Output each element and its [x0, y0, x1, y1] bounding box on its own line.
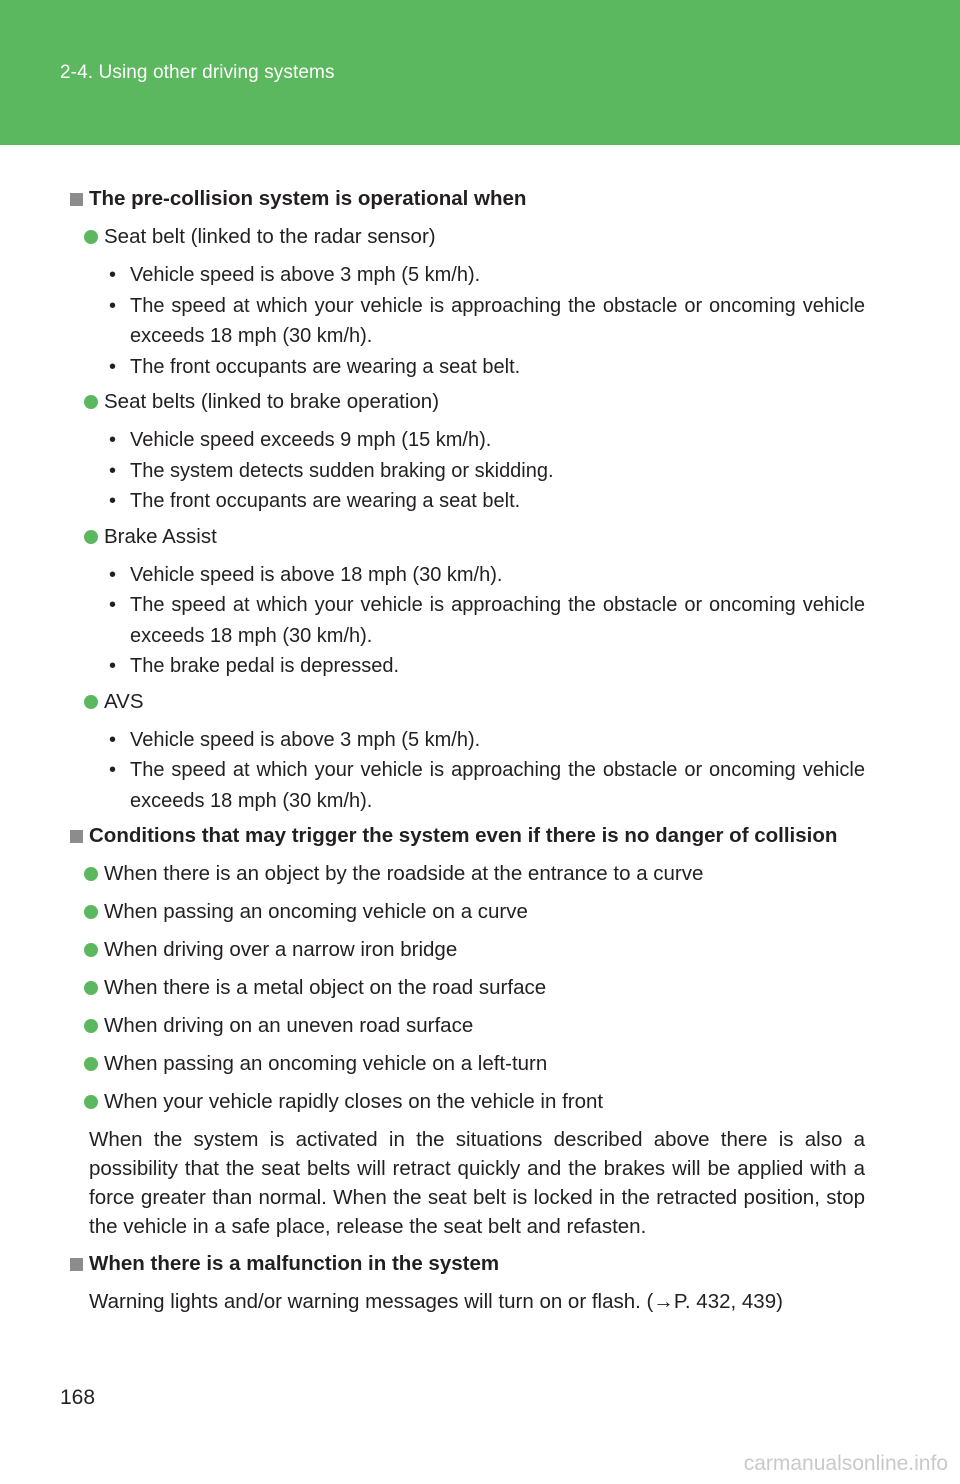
body-paragraph: Warning lights and/or warning messages will turn on or flash. (→P. 432, 439) [89, 1290, 783, 1313]
section-header-title: 2-4. Using other driving systems [60, 62, 335, 83]
section-heading: Conditions that may trigger the system even if there is no danger of collision [70, 821, 865, 851]
bullet-item: When there is a metal object on the road surface [70, 973, 865, 1003]
sub-list [70, 425, 865, 517]
sub-item: • The brake pedal is depressed. [109, 655, 400, 677]
round-bullet-icon [84, 530, 98, 544]
round-bullet-icon [84, 1019, 98, 1033]
bullet-item: Seat belt (linked to the radar sensor) [70, 222, 865, 252]
sub-item: • The front occupants are wearing a seat belt. [109, 355, 521, 378]
square-bullet-icon [70, 830, 83, 843]
page-number: 168 [60, 1386, 96, 1409]
square-bullet-icon [70, 193, 83, 206]
sub-item: • The speed at which your vehicle is approaching the obstacle or oncoming vehicle exceeds 18 mph (30 km/h). [109, 294, 865, 347]
bullet-item: When there is an object by the roadside at the entrance to a curve [70, 859, 865, 889]
section-malfunction [70, 1249, 865, 1316]
sub-list [70, 260, 865, 382]
bullet-item: Brake Assist [70, 522, 865, 552]
section-heading: The pre-collision system is operational when [70, 184, 865, 214]
round-bullet-icon [84, 395, 98, 409]
sub-item: • Vehicle speed is above 18 mph (30 km/h). [109, 563, 503, 586]
sub-item: • The speed at which your vehicle is approaching the obstacle or oncoming vehicle exceeds 18 mph (30 km/h). [109, 759, 865, 812]
round-bullet-icon [84, 695, 98, 709]
page-content [70, 184, 865, 1324]
sub-item: • The speed at which your vehicle is approaching the obstacle or oncoming vehicle exceeds 18 mph (30 km/h). [109, 594, 865, 647]
round-bullet-icon [84, 867, 98, 881]
bullet-item: Seat belts (linked to brake operation) [70, 387, 865, 417]
bullet-item: When driving over a narrow iron bridge [70, 935, 865, 965]
sub-item: • Vehicle speed exceeds 9 mph (15 km/h). [109, 429, 492, 451]
bullet-item: When driving on an uneven road surface [70, 1011, 865, 1041]
bullet-item: AVS [70, 687, 865, 717]
section-false-trigger-conditions [70, 821, 865, 1241]
bullet-item: When passing an oncoming vehicle on a left-turn [70, 1049, 865, 1079]
watermark-text: carmanualsonline.info [743, 1452, 948, 1475]
sub-item: • The system detects sudden braking or skidding. [109, 459, 554, 482]
sub-list [70, 560, 865, 682]
round-bullet-icon [84, 943, 98, 957]
section-operational-conditions [70, 184, 865, 816]
round-bullet-icon [84, 981, 98, 995]
body-paragraph: When the system is activated in the situations described above there is also a possibility that the seat belts will retract quickly and the brakes will be applied with a force greater than normal. When the seat belt is locked in the retracted position, stop the vehicle in a safe place, release the seat belt and refasten. [89, 1128, 865, 1238]
sub-item: • The front occupants are wearing a seat belt. [109, 490, 521, 512]
bullet-item: When your vehicle rapidly closes on the vehicle in front [70, 1087, 865, 1117]
bullet-item: When passing an oncoming vehicle on a curve [70, 897, 865, 927]
round-bullet-icon [84, 1095, 98, 1109]
sub-item: • Vehicle speed is above 3 mph (5 km/h). [109, 728, 481, 751]
round-bullet-icon [84, 905, 98, 919]
round-bullet-icon [84, 230, 98, 244]
round-bullet-icon [84, 1057, 98, 1071]
square-bullet-icon [70, 1258, 83, 1271]
sub-list [70, 725, 865, 817]
sub-item: • Vehicle speed is above 3 mph (5 km/h). [109, 264, 481, 286]
section-heading: When there is a malfunction in the system [70, 1249, 865, 1279]
